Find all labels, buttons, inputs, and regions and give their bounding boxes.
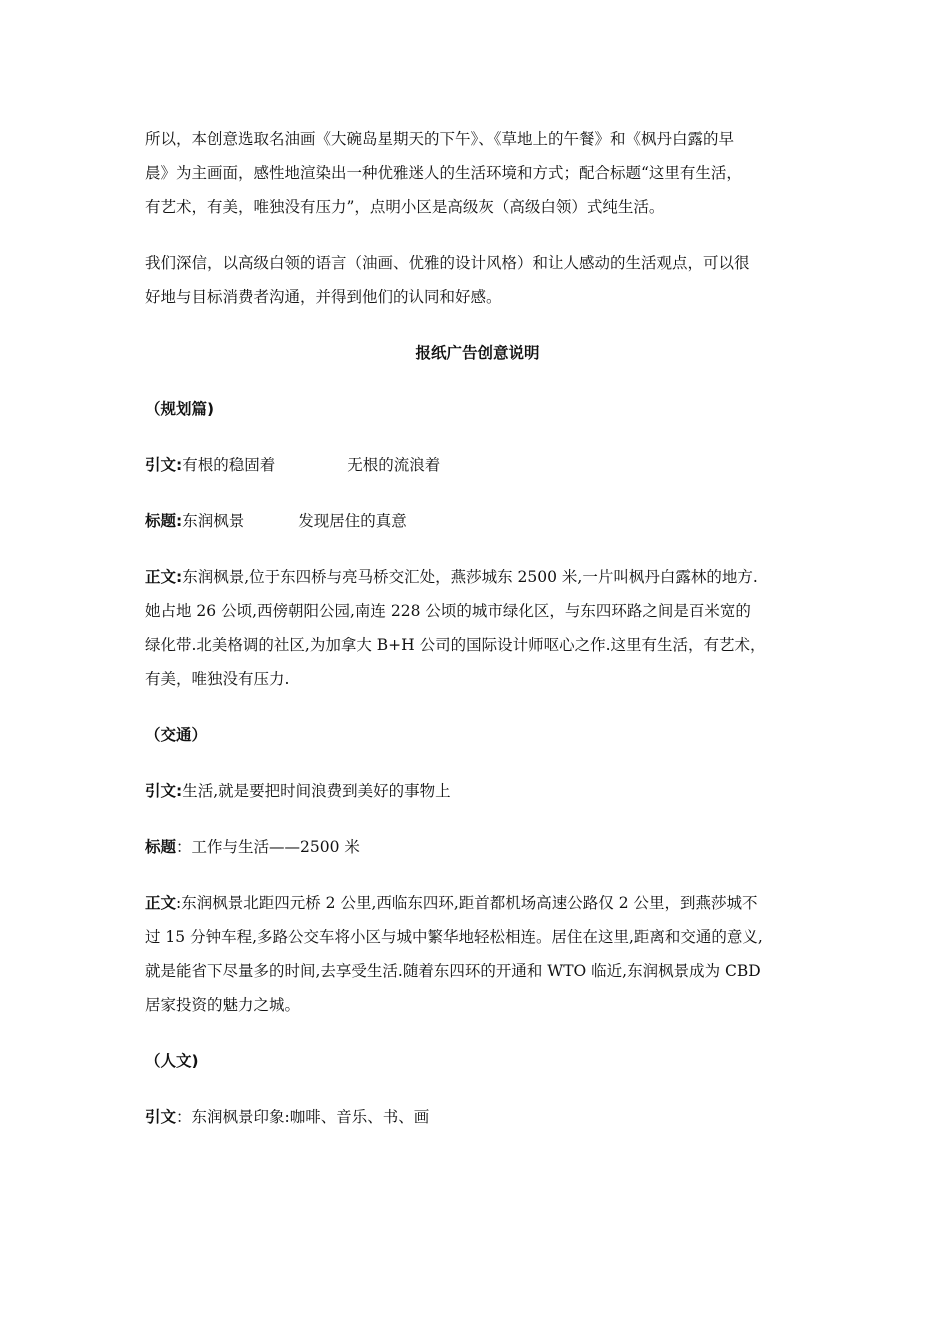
body-line: 正文:东润枫景北距四元桥 2 公里,西临东四环,距首都机场高速公路仅 2 公里，到燕莎城不 <box>145 894 758 912</box>
culture-heading: （人文) <box>145 1052 199 1070</box>
body-label: 正文: <box>145 568 183 586</box>
quote-text: 生活,就是要把时间浪费到美好的事物上 <box>182 782 451 800</box>
title-label: 标题 <box>145 838 177 856</box>
transport-body <box>145 886 810 1022</box>
body-line: 就是能省下尽量多的时间,去享受生活.随着东四环的开通和 WTO 临近,东润枫景成为 CBD <box>145 962 761 980</box>
culture-quote <box>145 1100 810 1134</box>
body-line: 绿化带.北美格调的社区,为加拿大 B+H 公司的国际设计师呕心之作.这里有生活，有艺术， <box>145 636 766 654</box>
body-line: 过 15 分钟车程,多路公交车将小区与城中繁华地轻松相连。居住在这里,距离和交通的意义, <box>145 928 763 946</box>
body-label: 正文 <box>145 894 177 912</box>
title-label: 标题: <box>145 512 183 530</box>
intro-line: 有艺术，有美，唯独没有压力”，点明小区是高级灰（高级白领）式纯生活。 <box>145 198 665 216</box>
quote-label: 引文 <box>145 1108 177 1126</box>
transport-heading: （交通） <box>145 726 208 744</box>
planning-title <box>145 504 810 538</box>
body-line: 居家投资的魅力之城。 <box>145 996 301 1014</box>
planning-heading: （规划篇) <box>145 400 215 418</box>
transport-title <box>145 830 810 864</box>
intro-line: 所以，本创意选取名油画《大碗岛星期天的下午》、《草地上的午餐》和《枫丹白露的早 <box>145 130 735 148</box>
belief-line: 好地与目标消费者沟通，并得到他们的认同和好感。 <box>145 288 502 306</box>
quote-label: 引文: <box>145 782 183 800</box>
body-line: 有美，唯独没有压力. <box>145 670 290 688</box>
intro-paragraph <box>145 122 810 224</box>
section-title: 报纸广告创意说明 <box>415 344 540 362</box>
planning-quote <box>145 448 810 482</box>
intro-line: 晨》为主画面，感性地渲染出一种优雅迷人的生活环境和方式；配合标题“这里有生活， <box>145 164 742 182</box>
transport-quote <box>145 774 810 808</box>
belief-line: 我们深信，以高级白领的语言（油画、优雅的设计风格）和让人感动的生活观点，可以很 <box>145 254 750 272</box>
body-line: 她占地 26 公顷,西傍朝阳公园,南连 228 公顷的城市绿化区，与东四环路之间是百米宽的 <box>145 602 751 620</box>
title-text: ：工作与生活——2500 米 <box>176 838 360 856</box>
quote-label: 引文: <box>145 456 183 474</box>
title-part-1: 东润枫景 <box>182 512 245 530</box>
quote-text: ：东润枫景印象:咖啡、音乐、书、画 <box>176 1108 430 1126</box>
quote-part-2: 无根的流浪着 <box>347 456 441 474</box>
document-page <box>145 122 810 1134</box>
belief-paragraph <box>145 246 810 314</box>
body-line: 正文:东润枫景,位于东四桥与亮马桥交汇处，燕莎城东 2500 米,一片叫枫丹白露林的地方. <box>145 568 758 586</box>
quote-part-1: 有根的稳固着 <box>182 456 276 474</box>
title-part-2: 发现居住的真意 <box>298 512 407 530</box>
planning-body <box>145 560 810 696</box>
